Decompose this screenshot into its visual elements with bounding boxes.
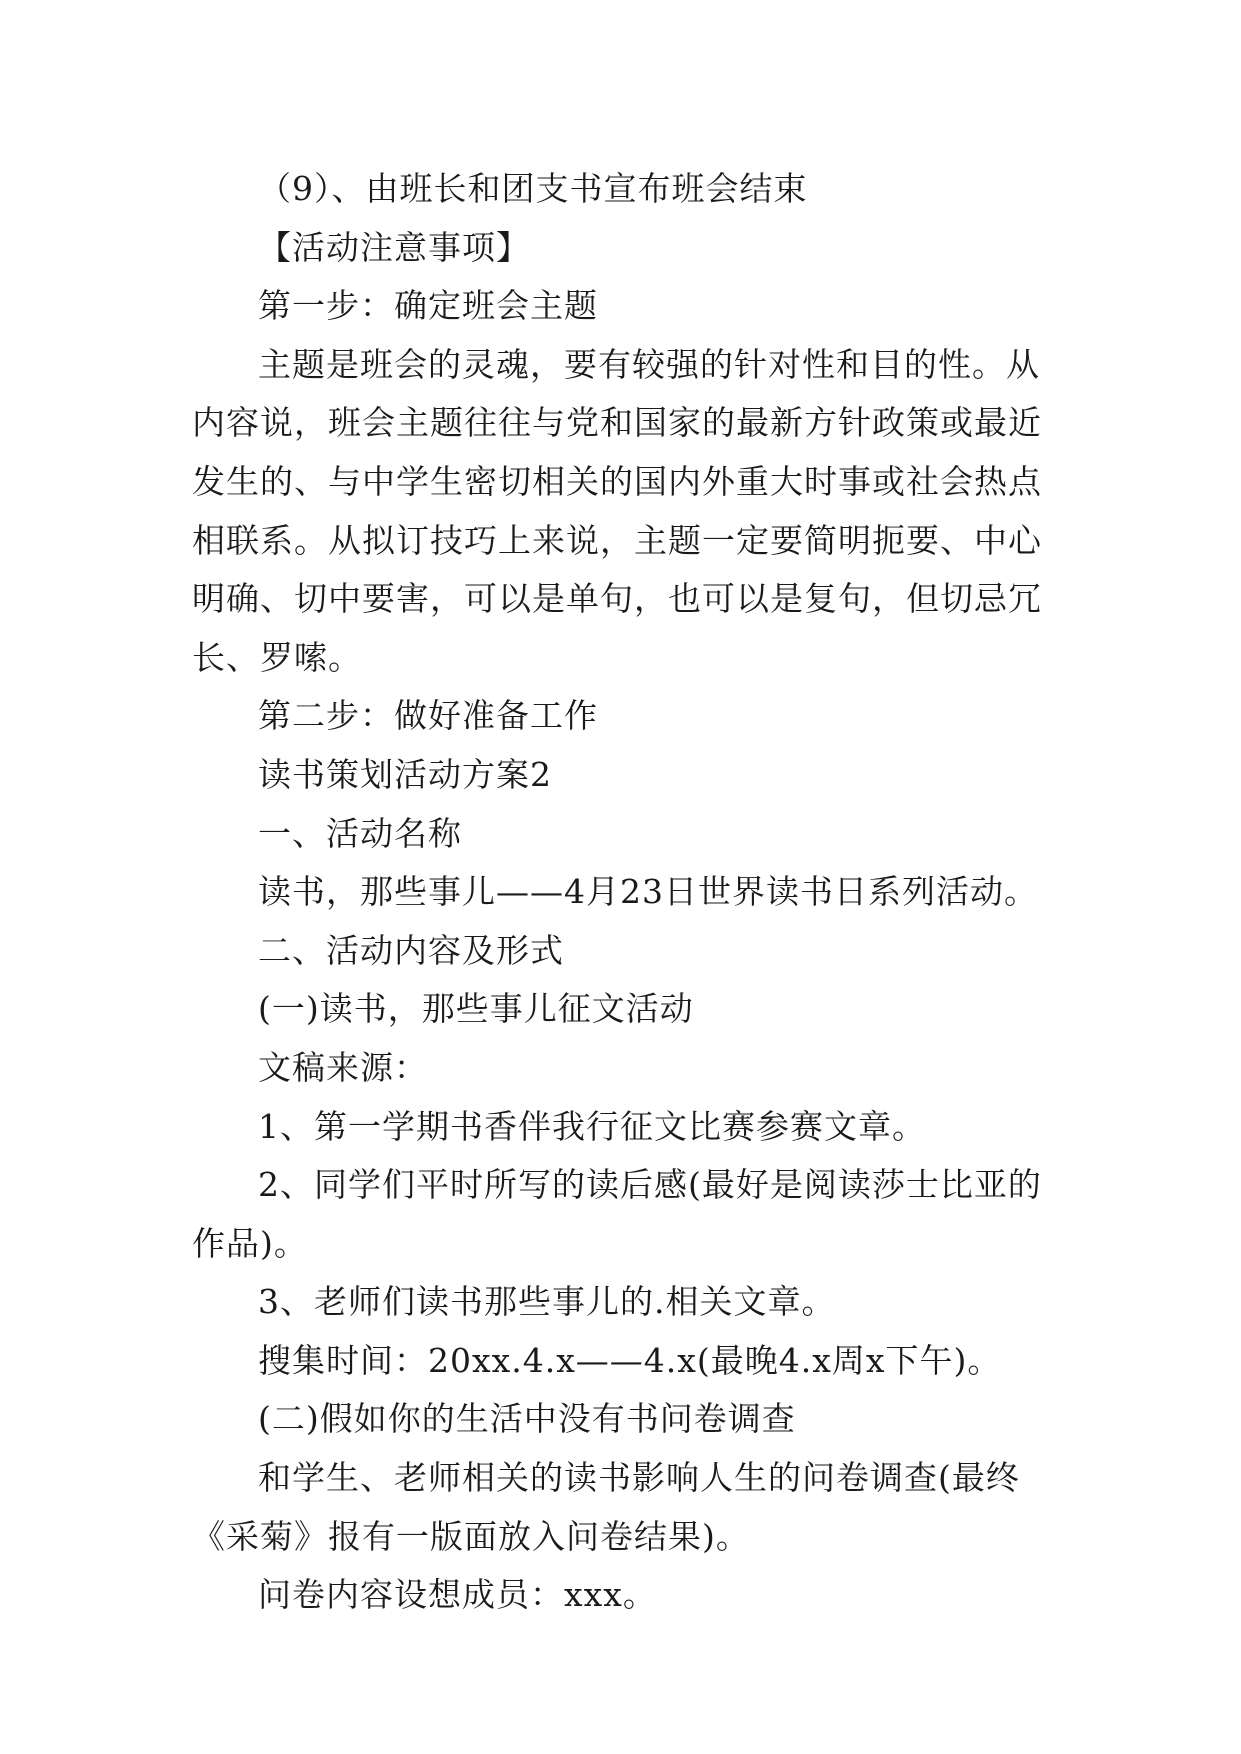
paragraph: 和学生、老师相关的读书影响人生的问卷调查(最终《采菊》报有一版面放入问卷结果)。 (192, 1458, 1020, 1556)
list-item: 3、老师们读书那些事儿的.相关文章。 (258, 1282, 836, 1322)
document-body (192, 160, 1062, 1625)
paragraph: 读书，那些事儿——4月23日世界读书日系列活动。 (258, 872, 1038, 912)
section-heading: 二、活动内容及形式 (258, 930, 564, 970)
paragraph: （9）、由班长和团支书宣布班会结束 (258, 169, 808, 208)
list-item: 2、同学们平时所写的读后感(最好是阅读莎士比亚的作品)。 (192, 1165, 1042, 1263)
step-heading: 第一步：确定班会主题 (258, 286, 598, 326)
paragraph: 文稿来源： (258, 1047, 428, 1087)
step-heading: 第二步：做好准备工作 (258, 696, 598, 736)
section-heading: 一、活动名称 (258, 813, 462, 853)
paragraph: 主题是班会的灵魂，要有较强的针对性和目的性。从内容说，班会主题往往与党和国家的最新方针政策或最近发生的、与中学生密切相关的国内外重大时事或社会热点相联系。从拟订技巧上来说，主题一定要简明扼要、中心明确、切中要害，可以是单句，也可以是复句，但切忌冗长、罗嗦。 (192, 344, 1042, 677)
list-item: 1、第一学期书香伴我行征文比赛参赛文章。 (258, 1106, 926, 1146)
subsection-heading: (一)读书，那些事儿征文活动 (258, 989, 694, 1029)
document-subtitle: 读书策划活动方案2 (258, 754, 552, 794)
section-heading: 【活动注意事项】 (258, 227, 530, 267)
paragraph: 搜集时间：20xx.4.x——4.x(最晚4.x周x下午)。 (258, 1340, 1002, 1380)
subsection-heading: (二)假如你的生活中没有书问卷调查 (258, 1399, 796, 1439)
paragraph: 问卷内容设想成员：xxx。 (258, 1575, 657, 1615)
